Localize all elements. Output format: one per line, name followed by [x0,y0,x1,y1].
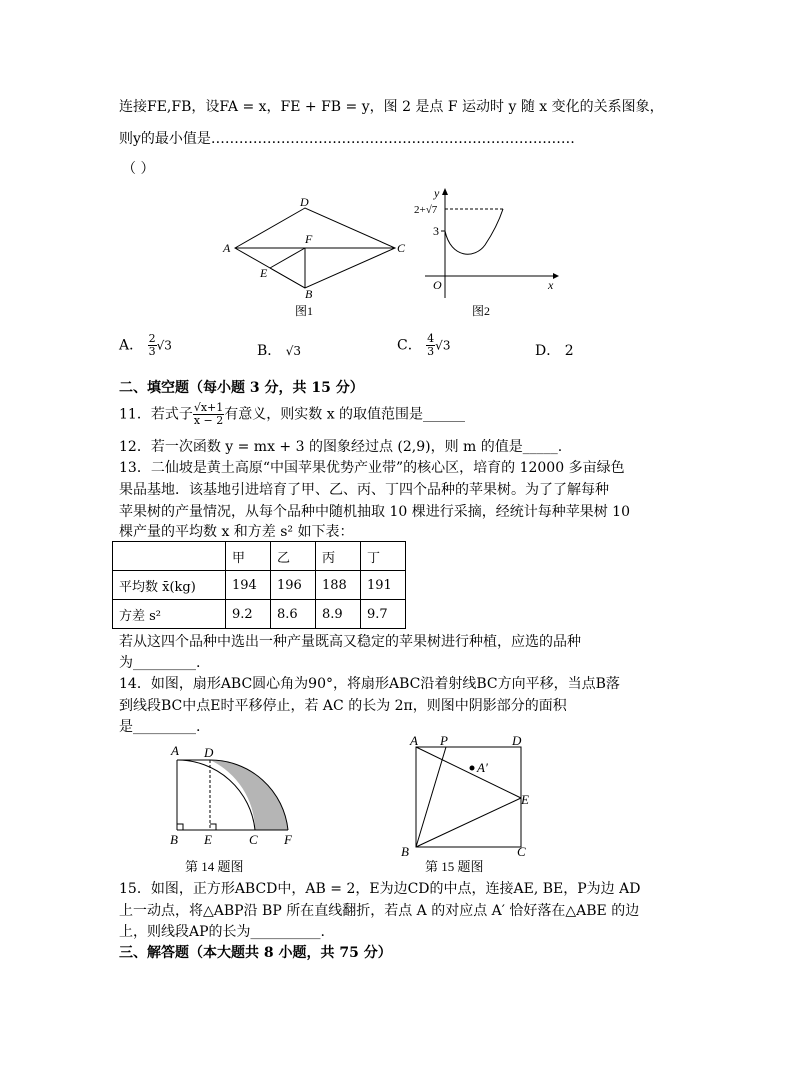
fig1-label-b: B [305,287,313,301]
q13-line6: 为_________. [119,655,201,671]
fig14-label-b: B [170,832,178,847]
fig15-label-d: D [512,733,522,748]
fig1-caption: 图1 [295,304,314,318]
section-2-title: 二、填空题（每小题 3 分，共 15 分） [119,380,364,396]
fig2-tick-mid: 3 [433,224,439,238]
fig1-label-f: F [305,232,313,246]
fig15-label-c: C [517,844,526,859]
q13-line5: 若从这四个品种中选出一种产量既高又稳定的苹果树进行种植，应选的品种 [119,634,581,650]
fig2-tick-top: 2+√7 [414,204,438,216]
q14-figure [160,740,310,880]
fig1-label-e: E [260,266,268,280]
q10-option-b: B． √3 [257,343,302,359]
fig14-label-d: D [204,745,214,760]
fig15-caption: 第 15 题图 [425,859,484,874]
fig15-label-a: A [410,733,418,748]
fig14-label-e: E [204,832,212,847]
q12: 12．若一次函数 y = mx + 3 的图象经过点 (2,9)，则 m 的值是_____. [119,439,563,455]
fig2-origin: O [433,278,442,292]
table-row: 平均数 x̄(kg) 194 196 188 191 [113,571,406,600]
q15-line3: 上，则线段AP的长为__________. [119,924,325,940]
q10-figure-2 [405,183,565,320]
fig2-ylabel: y [434,186,440,200]
q13-line4: 棵产量的平均数 x 和方差 s² 如下表： [119,524,354,540]
fig14-label-f: F [284,832,292,847]
fig1-label-c: C [397,241,406,255]
fig1-label-d: D [300,195,309,209]
q10-line1: 连接FE,FB，设FA = x，FE + FB = y，图 2 是点 F 运动时 y 随 x 变化的关系图象， [119,99,664,115]
table-header-row: 甲 乙 丙 丁 [113,542,406,571]
q13-line3: 苹果树的产量情况，从每个品种中随机抽取 10 棵进行采摘，经统计每种苹果树 10 [119,504,630,520]
q13-line2: 果品基地．该基地引进培育了甲、乙、丙、丁四个品种的苹果树。为了了解每种 [119,482,609,498]
q15-figure [395,732,545,880]
q10-line2: 则y的最小值是…………………………………………………………………… [119,131,575,147]
q10-figure-1 [210,190,410,320]
fig15-label-e: E [521,792,529,807]
fig15-label-p: P [440,733,448,748]
q10-answer-paren: （ ） [122,161,155,177]
fig2-caption: 图2 [472,304,491,318]
fig14-label-c: C [249,832,258,847]
q14-line2: 到线段BC中点E时平移停止，若 AC 的长为 2π，则图中阴影部分的面积 [119,698,567,714]
fig15-label-a-prime: A′ [477,760,488,775]
q14-line1: 14．如图，扇形ABC圆心角为90°，将扇形ABC沿着射线BC方向平移，当点B落 [119,676,620,692]
q13-table [112,541,406,629]
q10-option-c: C． $\frac{4}{3}$ √3 [397,332,451,358]
q11: 11．若式子 $\frac{√x+1}{x - 2}$ 有意义，则实数 x 的取值范围是______ [119,401,466,427]
q15-line1: 15．如图，正方形ABCD中，AB = 2，E为边CD的中点，连接AE, BE，P为边 AD [119,881,641,897]
q10-option-d: D． 2 [535,343,574,359]
fig15-label-b: B [401,844,409,859]
q14-line3: 是_________. [119,719,201,735]
q10-option-a: A． $\frac{2}{3}$ √3 [119,332,172,358]
fig14-caption: 第 14 题图 [185,859,244,874]
fig1-label-a: A [223,241,231,255]
table-row: 方差 s² 9.2 8.6 8.9 9.7 [113,600,406,629]
q15-line2: 上一动点，将△ABP沿 BP 所在直线翻折，若点 A 的对应点 A′ 恰好落在△ABE 的边 [119,903,640,919]
fig2-xlabel: x [548,278,554,292]
q13-line1: 13．二仙坡是黄土高原“中国苹果优势产业带”的核心区，培育的 12000 多亩绿色 [119,460,625,476]
section-3-title: 三、解答题（本大题共 8 小题，共 75 分） [119,945,392,961]
fig14-label-a: A [171,743,179,758]
